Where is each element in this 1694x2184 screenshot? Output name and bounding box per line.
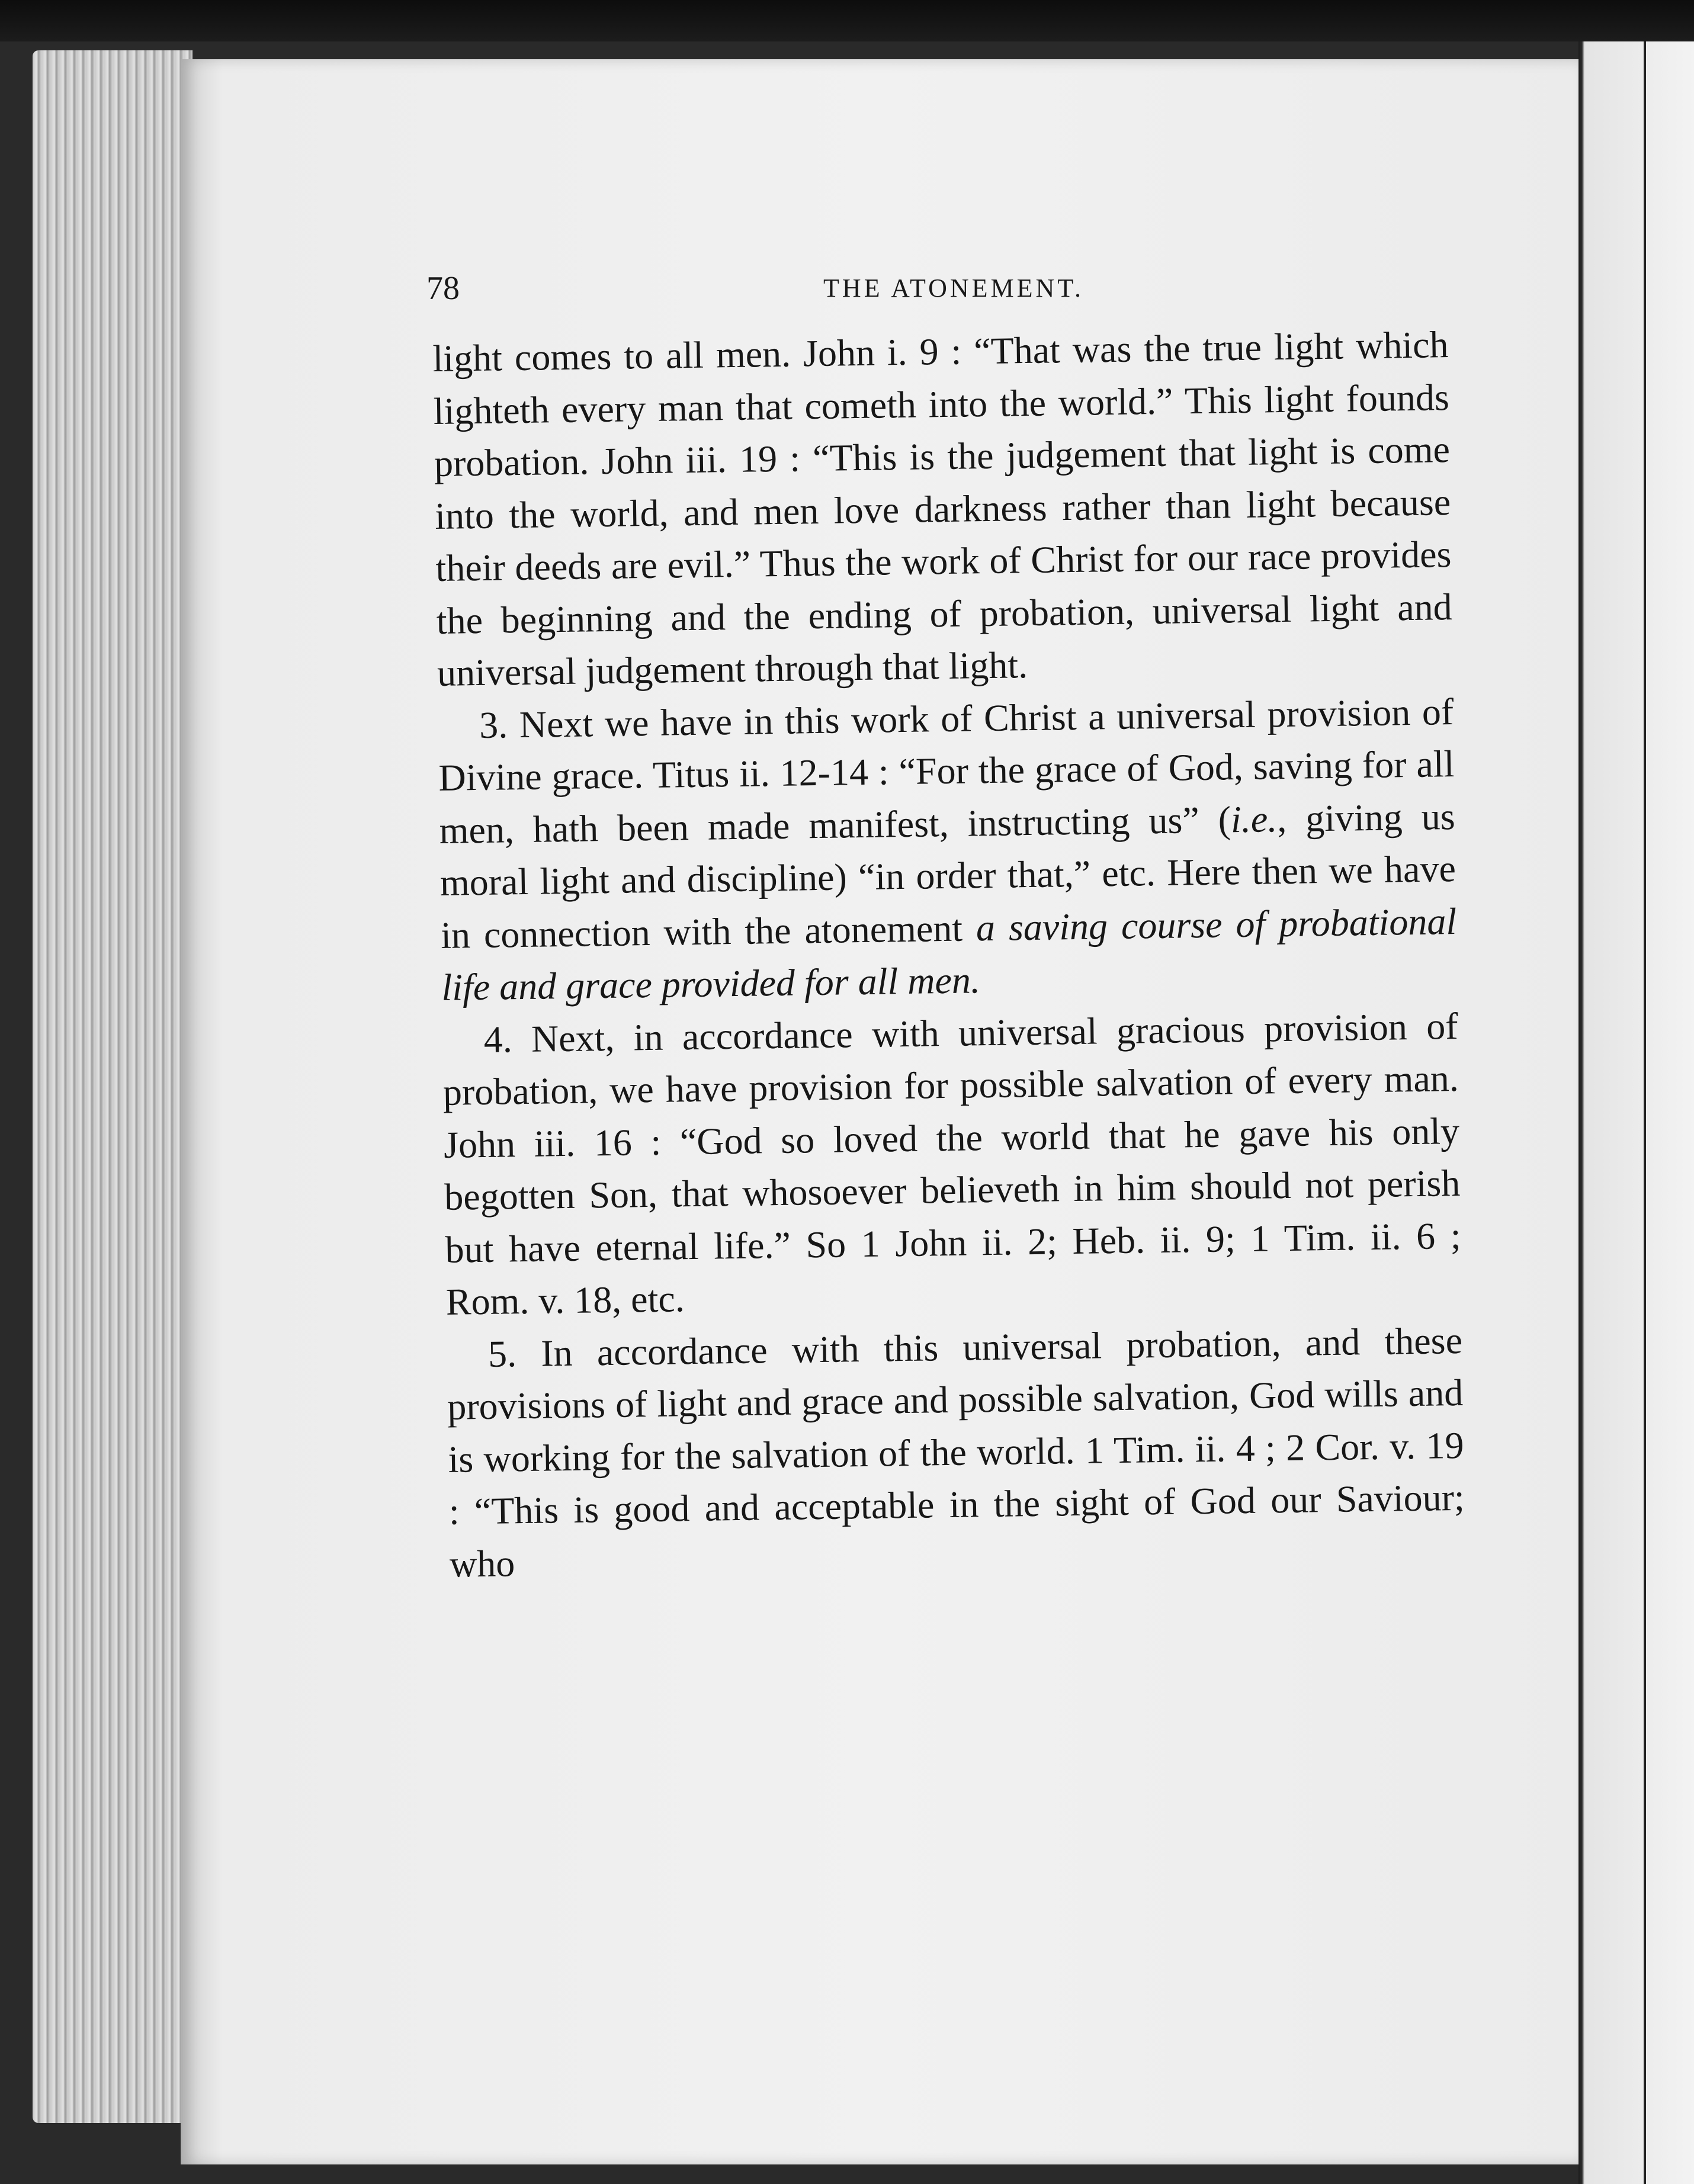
text-segment: 4. Next, in accordance with universal gracious provision of probation, we have provision for possible salvation of every man. John iii. 16 : “God so loved the world that he gave his only begotten Son, that whosoever believeth in him should not perish but have eternal life.” So 1 John ii. 2; Heb. ii. 9; 1 Tim. ii. 6 ; Rom. v. 18, etc.: [442, 1004, 1461, 1323]
italic-text: a saving course of probational life and grace provided for all men.: [441, 900, 1457, 1009]
running-title: THE ATONEMENT.: [823, 274, 1084, 303]
text-segment: , giving us moral light and discipline) “in order that,” etc. Here then we have in connection with the atonement: [439, 795, 1456, 956]
facing-page-edge: [1578, 41, 1694, 2184]
paragraph: [432, 319, 1453, 699]
paragraph: [442, 1000, 1462, 1328]
page-number: 78: [426, 270, 460, 307]
body-text: [432, 319, 1465, 1591]
text-segment: light comes to all men. John i. 9 : “That was the true light which lighteth every man that cometh into the world.” This light founds probation. John iii. 19 : “This is the judgement that light is come into the world, and men love darkness rather than light because their deeds are evil.” Thus the work of Christ for our race provides the beginning and the ending of probation, universal light and universal judgement through that light.: [432, 323, 1453, 694]
paragraph: [446, 1314, 1465, 1590]
text-segment: 5. In accordance with this universal probation, and these provisions of light and grace and possible salvation, God wills and is working for the salvation of the world. 1 Tim. ii. 4 ; 2 Cor. v. 19 : “This is good and acceptable in the sight of God our Saviour; who: [447, 1319, 1465, 1585]
gutter-line: [1644, 41, 1646, 2184]
film-border-top: [0, 0, 1694, 41]
paragraph: [438, 685, 1458, 1014]
text-segment: 3. Next we have in this work of Christ a universal provision of Divine grace. Titus ii. 12-14 : “For the grace of God, saving for all men, hath been made manifest, instructing us” (: [438, 690, 1455, 852]
book-page-edges: [33, 50, 192, 2123]
italic-text: i.e.: [1230, 797, 1278, 840]
page-header: [426, 269, 1457, 317]
